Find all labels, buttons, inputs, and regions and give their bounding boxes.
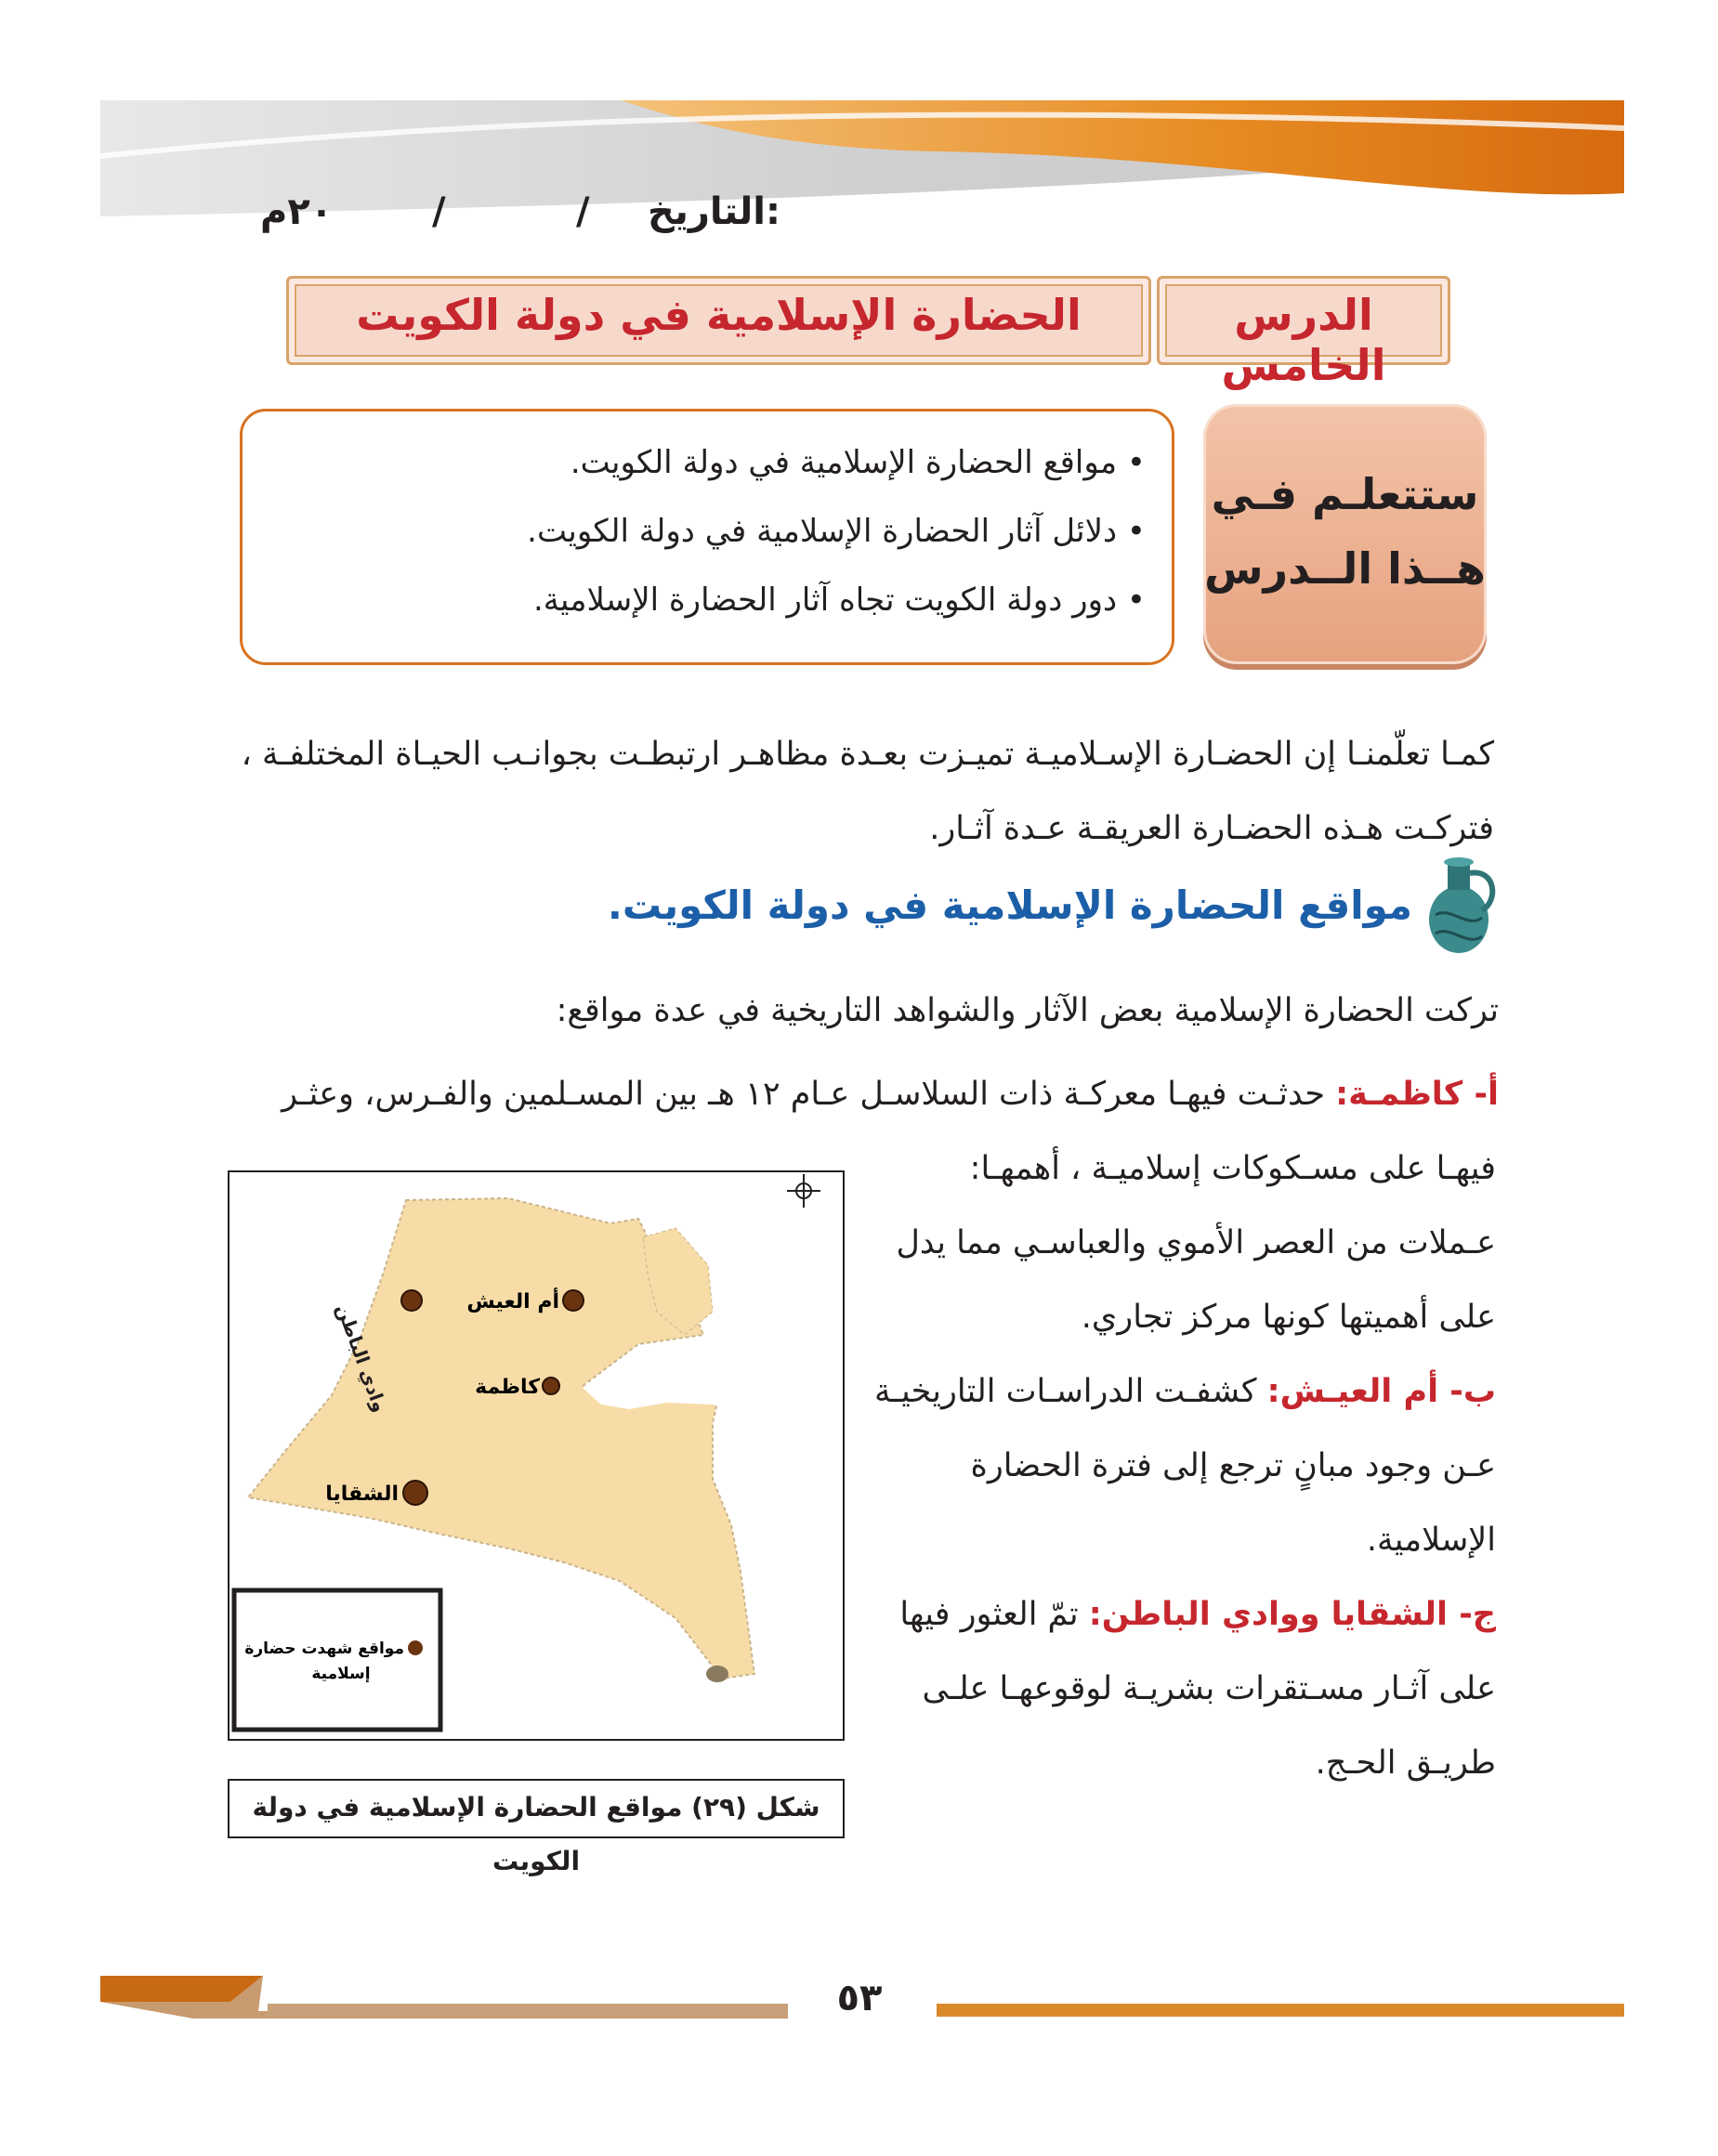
objective-item: • مواقع الحضارة الإسلامية في دولة الكويت. — [527, 428, 1146, 497]
site-label: كاظمة — [475, 1376, 540, 1399]
kuwait-map — [230, 1172, 843, 1739]
site-marker — [401, 1290, 422, 1311]
objectives-box — [240, 409, 1174, 665]
item-a-text: على أهميتها كونها مركز تجاري. — [1081, 1299, 1496, 1336]
item-a-text: عـملات من العصر الأموي والعباسـي مما يدل — [896, 1224, 1496, 1261]
date-line — [260, 190, 780, 255]
item-text-column — [855, 1131, 1496, 1800]
compass-icon — [787, 1174, 820, 1208]
objective-item: • دلائل آثار الحضارة الإسلامية في دولة الكويت. — [527, 497, 1146, 566]
date-year: ٢٠م — [260, 190, 334, 233]
date-slash: / — [576, 190, 590, 233]
section-heading: مواقع الحضارة الإسلامية في دولة الكويت. — [607, 882, 1412, 928]
lesson-title: الحضارة الإسلامية في دولة الكويت — [356, 290, 1082, 340]
objective-item: • دور دولة الكويت تجاه آثار الحضارة الإسلامية. — [527, 566, 1146, 634]
valley-label: وادي الباطن — [332, 1300, 392, 1416]
item-b-text: الإسلامية. — [1366, 1522, 1496, 1559]
learn-badge — [1203, 404, 1487, 664]
island — [706, 1666, 728, 1682]
legend-marker — [408, 1640, 423, 1655]
date-label: التاريخ: — [648, 190, 780, 233]
page-number: ٥٣ — [836, 1977, 883, 2019]
item-b-text: عـن وجود مبانٍ ترجع إلى فترة الحضارة — [970, 1447, 1496, 1484]
item-c-label: ج- الشقايا ووادي الباطن: — [1088, 1596, 1496, 1633]
item-c-line — [855, 1577, 1496, 1652]
item-a-text: فيهـا على مسـكوكات إسلاميـة ، أهمهـا: — [969, 1150, 1496, 1187]
map-figure — [228, 1170, 845, 1741]
learn-badge-line: ستتعلـم فـي — [1211, 469, 1479, 519]
item-a-text: حدثـت فيهـا معركـة ذات السلاسـل عـام ١٢ هـ بين المسـلمين والفـرس، وعثـر — [282, 1076, 1326, 1113]
section-intro: تركت الحضارة الإسلامية بعض الآثار والشواهد التاريخية في عدة مواقع: — [556, 992, 1499, 1029]
item-c-text: طريـق الحـج. — [1315, 1744, 1496, 1782]
item-b-label: ب- أم العيـش: — [1266, 1373, 1496, 1410]
item-b-text: كشفـت الدراسـات التاريخيـة — [874, 1373, 1257, 1410]
lesson-number: الدرس الخامس — [1221, 290, 1386, 390]
legend-label: إسلامية — [311, 1665, 371, 1683]
site-label: أم العيش — [466, 1290, 559, 1313]
item-a-line — [230, 1057, 1499, 1122]
jug-icon — [1417, 855, 1501, 957]
figure-caption: شكل (٢٩) مواقع الحضارة الإسلامية في دولة الكويت — [228, 1779, 845, 1838]
lesson-title-frame — [286, 276, 1151, 365]
intro-paragraph: كمـا تعلّمنـا إن الحضـارة الإسـلاميـة تميـزت بعـدة مظاهـر ارتبطـت بجوانـب الحيـاة المختلفـة ، فتركـت هـذه الحضـارة العريقـة عـدة آثـار. — [241, 736, 1494, 847]
item-c-text: تمّ العثور فيها — [899, 1596, 1079, 1633]
learn-badge-line: هــذا الــدرس — [1204, 543, 1486, 594]
map-legend — [234, 1590, 440, 1730]
item-a-label: أ- كاظمـة: — [1335, 1076, 1499, 1113]
site-marker — [325, 1481, 427, 1506]
site-label: الشقايا — [325, 1483, 399, 1506]
objectives-list — [527, 428, 1146, 634]
date-slash: / — [432, 190, 446, 233]
item-c-text: على آثـار مسـتقرات بشريـة لوقوعهـا علـى — [922, 1670, 1496, 1707]
item-b-line — [855, 1354, 1496, 1429]
lesson-number-frame — [1157, 276, 1450, 390]
legend-label: مواقع شهدت حضارة — [244, 1640, 404, 1658]
